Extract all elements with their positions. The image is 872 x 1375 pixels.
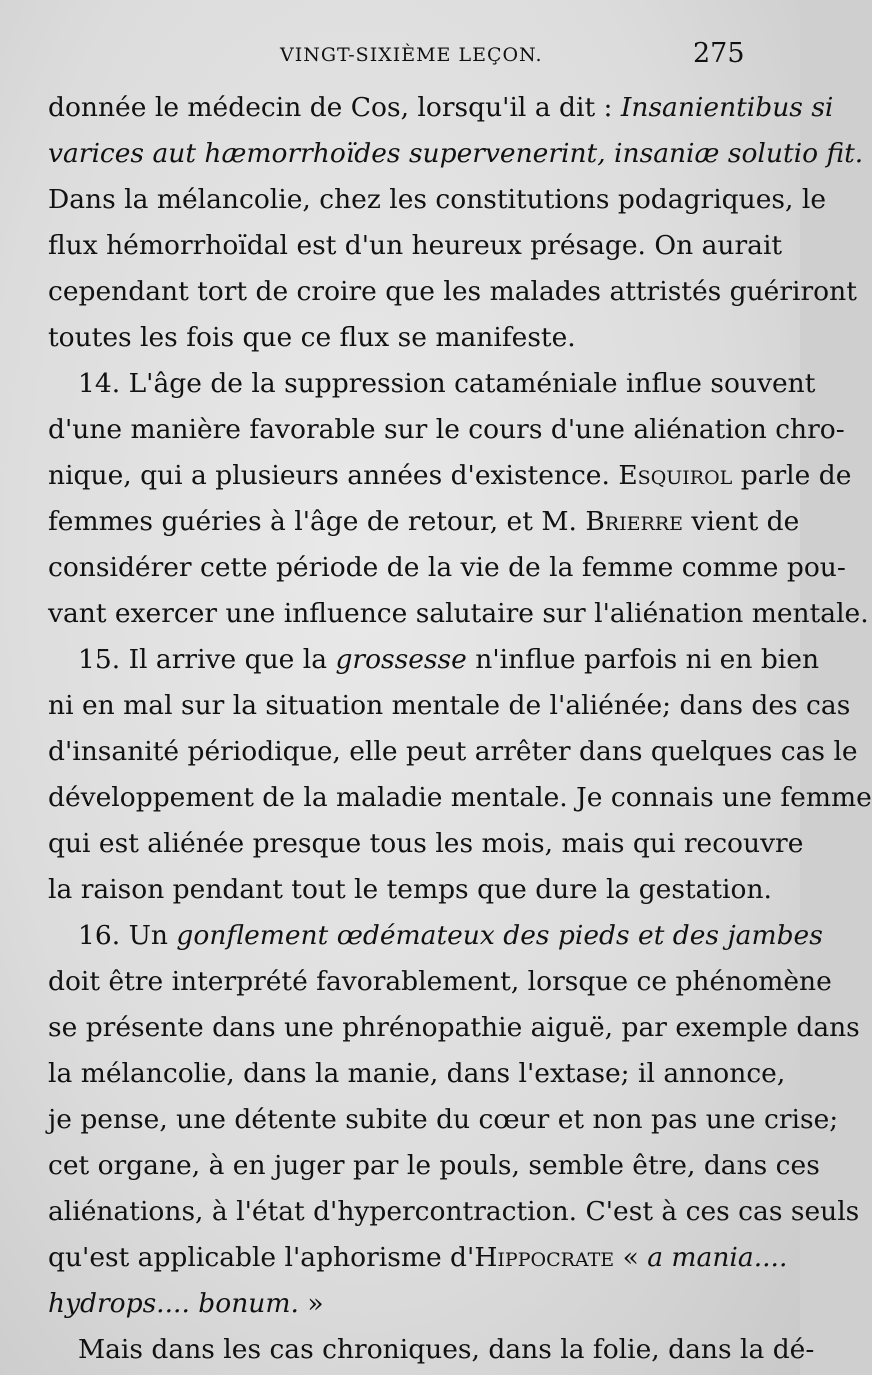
text-run: 16. Un <box>78 920 177 951</box>
text-line <box>48 315 753 361</box>
text-run: Dans la mélancolie, chez les constitutions podagriques, le <box>48 184 826 215</box>
text-run: nique, qui a plusieurs années d'existence. <box>48 460 619 491</box>
text-run: 15. Il arrive que la <box>78 644 336 675</box>
small-caps-name: Brierre <box>585 506 683 537</box>
text-run: doit être interprété favorablement, lorsque ce phénomène <box>48 966 832 997</box>
text-run: donnée le médecin de Cos, lorsqu'il a dit : <box>48 92 621 123</box>
text-line <box>48 269 857 315</box>
italic-text: Insanientibus si <box>620 92 834 123</box>
text-line <box>48 361 816 407</box>
text-line <box>48 821 804 867</box>
text-run: parle de <box>732 460 852 491</box>
italic-text: hydrops.... bonum. <box>48 1288 299 1319</box>
text-line <box>48 1051 786 1097</box>
text-run: « <box>614 1242 648 1273</box>
text-line <box>48 223 783 269</box>
text-line <box>48 407 845 453</box>
text-run: flux hémorrhoïdal est d'un heureux présage. On aurait <box>48 230 783 261</box>
text-line <box>48 85 834 131</box>
text-line <box>48 453 852 499</box>
text-run: qui est aliénée presque tous les mois, mais qui recouvre <box>48 828 804 859</box>
text-run: cet organe, à en juger par le pouls, semble être, dans ces <box>48 1150 820 1181</box>
text-run: » <box>298 1288 324 1319</box>
text-run: qu'est applicable l'aphorisme d' <box>48 1242 475 1273</box>
italic-text: a mania.... <box>647 1242 788 1273</box>
italic-text: varices aut hæmorrhoïdes supervenerint, insaniæ solutio fit. <box>48 138 864 169</box>
text-run: la raison pendant tout le temps que dure la gestation. <box>48 874 772 905</box>
text-line <box>48 545 846 591</box>
text-run: 14. L'âge de la suppression cataméniale influe souvent <box>78 368 816 399</box>
text-line <box>48 867 772 913</box>
running-title: VINGT-SIXIÈME LEÇON. <box>280 44 543 66</box>
text-run: n'influe parfois ni en bien <box>466 644 820 675</box>
text-run: considérer cette période de la vie de la femme comme pou- <box>48 552 846 583</box>
text-line <box>48 1281 753 1327</box>
text-line <box>48 683 851 729</box>
text-run: Mais dans les cas chroniques, dans la folie, dans la dé- <box>78 1334 815 1365</box>
text-run: la mélancolie, dans la manie, dans l'extase; il annonce, <box>48 1058 786 1089</box>
text-line <box>48 1189 860 1235</box>
text-run: d'insanité périodique, elle peut arrêter dans quelques cas le <box>48 736 858 767</box>
text-run: cependant tort de croire que les malades attristés guériront <box>48 276 857 307</box>
text-run: femmes guéries à l'âge de retour, et M. <box>48 506 586 537</box>
text-run: je pense, une détente subite du cœur et non pas une crise; <box>48 1104 839 1135</box>
text-line <box>48 591 869 637</box>
page-number: 275 <box>693 38 745 69</box>
text-run: d'une manière favorable sur le cours d'une aliénation chro- <box>48 414 845 445</box>
text-line <box>48 499 800 545</box>
text-line <box>48 1097 839 1143</box>
text-run: vient de <box>682 506 800 537</box>
text-run: aliénations, à l'état d'hypercontraction. C'est à ces cas seuls <box>48 1196 860 1227</box>
text-run: toutes les fois que ce flux se manifeste. <box>48 322 576 353</box>
small-caps-name: Hippocrate <box>474 1242 615 1273</box>
text-run: développement de la maladie mentale. Je connais une femme <box>48 782 872 813</box>
text-line <box>48 1235 788 1281</box>
text-line <box>48 1143 820 1189</box>
text-run: se présente dans une phrénopathie aiguë, par exemple dans <box>48 1012 860 1043</box>
text-line <box>48 913 823 959</box>
text-run: vant exercer une influence salutaire sur l'aliénation mentale. <box>48 598 869 629</box>
small-caps-name: Esquirol <box>618 460 733 491</box>
text-line <box>48 637 820 683</box>
text-line <box>48 959 832 1005</box>
text-line <box>48 775 872 821</box>
text-line <box>48 1327 815 1373</box>
text-line <box>48 177 826 223</box>
text-line <box>48 131 864 177</box>
body-text <box>48 85 872 1373</box>
text-line <box>48 1005 860 1051</box>
text-run: ni en mal sur la situation mentale de l'aliénée; dans des cas <box>48 690 851 721</box>
italic-text: grossesse <box>335 644 467 675</box>
page-header <box>0 36 800 76</box>
italic-text: gonflement œdémateux des pieds et des jambes <box>176 920 823 951</box>
text-line <box>48 729 858 775</box>
